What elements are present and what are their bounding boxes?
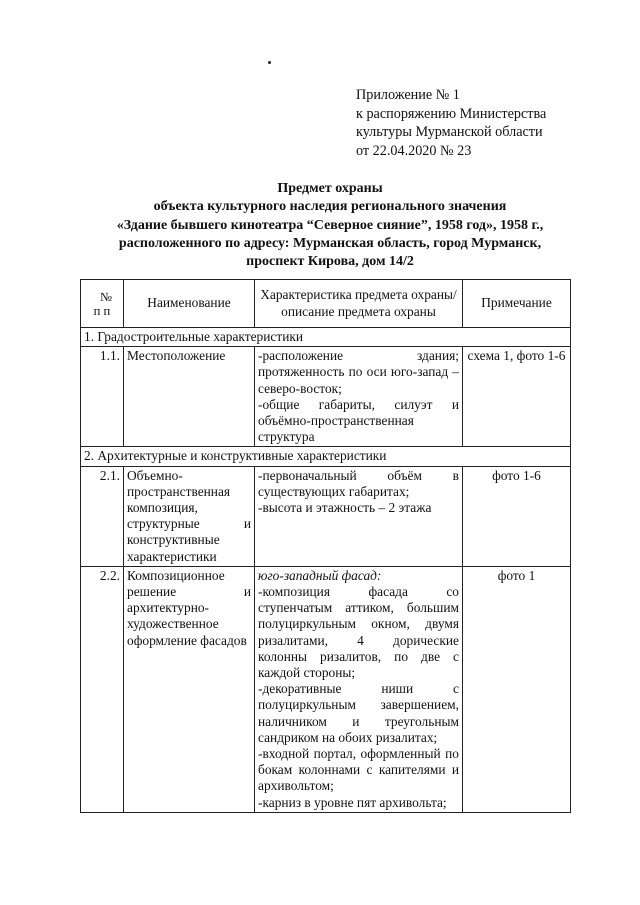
characteristic-item: -входной портал, оформленный по бокам колоннами с капителями и архивольтом; xyxy=(258,746,459,794)
characteristic-item: -композиция фасада со ступенчатым аттиком, большим полуциркульным окном, двумя ризалитами, 4 дорические колонны ризалитов, по две с каждой стороны; xyxy=(258,584,459,681)
characteristic-item: -высота и этажность – 2 этажа xyxy=(258,500,432,516)
header-name: Наименование xyxy=(124,280,255,328)
title-line: расположенного по адресу: Мурманская область, город Мурманск, xyxy=(118,235,542,251)
table-header-row xyxy=(81,280,571,328)
appendix-line: культуры Мурманской области xyxy=(356,124,543,140)
row-note: схема 1, фото 1-6 xyxy=(463,347,571,447)
row-characteristic xyxy=(255,466,463,566)
characteristic-item: -расположение здания; протяженность по оси юго-запад – северо-восток; xyxy=(258,348,459,396)
appendix-date: от 22.04.2020 № 23 xyxy=(356,142,472,159)
section-row xyxy=(81,447,571,466)
table-row xyxy=(81,466,571,566)
header-number xyxy=(81,280,124,328)
section-title: 2. Архитектурные и конструктивные характеристики xyxy=(81,447,571,466)
characteristic-item: -декоративные ниши с полуциркульным завершением, наличником и треугольным сандриком на обоих ризалитах; xyxy=(258,681,459,745)
header-number-sign: № xyxy=(99,289,113,304)
row-name-text: Композиционное решение и архитектурно-художественное оформление фасадов xyxy=(127,567,251,648)
characteristic-item: -карниз в уровне пят архивольта; xyxy=(258,794,447,810)
title-line: Предмет охраны xyxy=(277,181,383,196)
table-row xyxy=(81,566,571,812)
row-characteristic xyxy=(255,347,463,447)
document-title xyxy=(80,180,580,271)
row-characteristic xyxy=(255,566,463,812)
protection-subject-table xyxy=(80,279,571,813)
row-number: 2.2. xyxy=(81,566,124,812)
row-number: 1.1. xyxy=(81,347,124,447)
row-note: фото 1 xyxy=(463,566,571,812)
scan-speck xyxy=(268,61,271,64)
row-name xyxy=(124,566,255,812)
row-note: фото 1-6 xyxy=(463,466,571,566)
row-number: 2.1. xyxy=(81,466,124,566)
row-name xyxy=(124,466,255,566)
appendix-header xyxy=(356,86,546,160)
row-name-text: Объемно-пространственная композиция, структурные и конструктивные характеристики xyxy=(127,467,251,564)
appendix-line: к распоряжению Министерства xyxy=(356,105,547,122)
appendix-line: Приложение № 1 xyxy=(356,87,460,103)
header-note: Примечание xyxy=(463,280,571,328)
section-title: 1. Градостроительные характеристики xyxy=(81,328,571,347)
header-characteristic: Характеристика предмета охраны/описание предмета охраны xyxy=(255,280,463,328)
characteristic-item: -общие габариты, силуэт и объёмно-пространственная структура xyxy=(258,396,459,445)
title-line: проспект Кирова, дом 14/2 xyxy=(246,254,414,270)
header-number-sub: п п xyxy=(93,303,111,318)
characteristic-item: -первоначальный объём в существующих габаритах; xyxy=(258,467,459,499)
table-row xyxy=(81,347,571,447)
title-line: «Здание бывшего кинотеатра “Северное сияние”, 1958 год», 1958 г., xyxy=(116,217,544,233)
title-line: объекта культурного наследия регионального значения xyxy=(153,199,507,215)
facade-heading: юго-западный фасад: xyxy=(258,567,382,583)
row-name: Местоположение xyxy=(124,347,255,447)
section-row xyxy=(81,328,571,347)
